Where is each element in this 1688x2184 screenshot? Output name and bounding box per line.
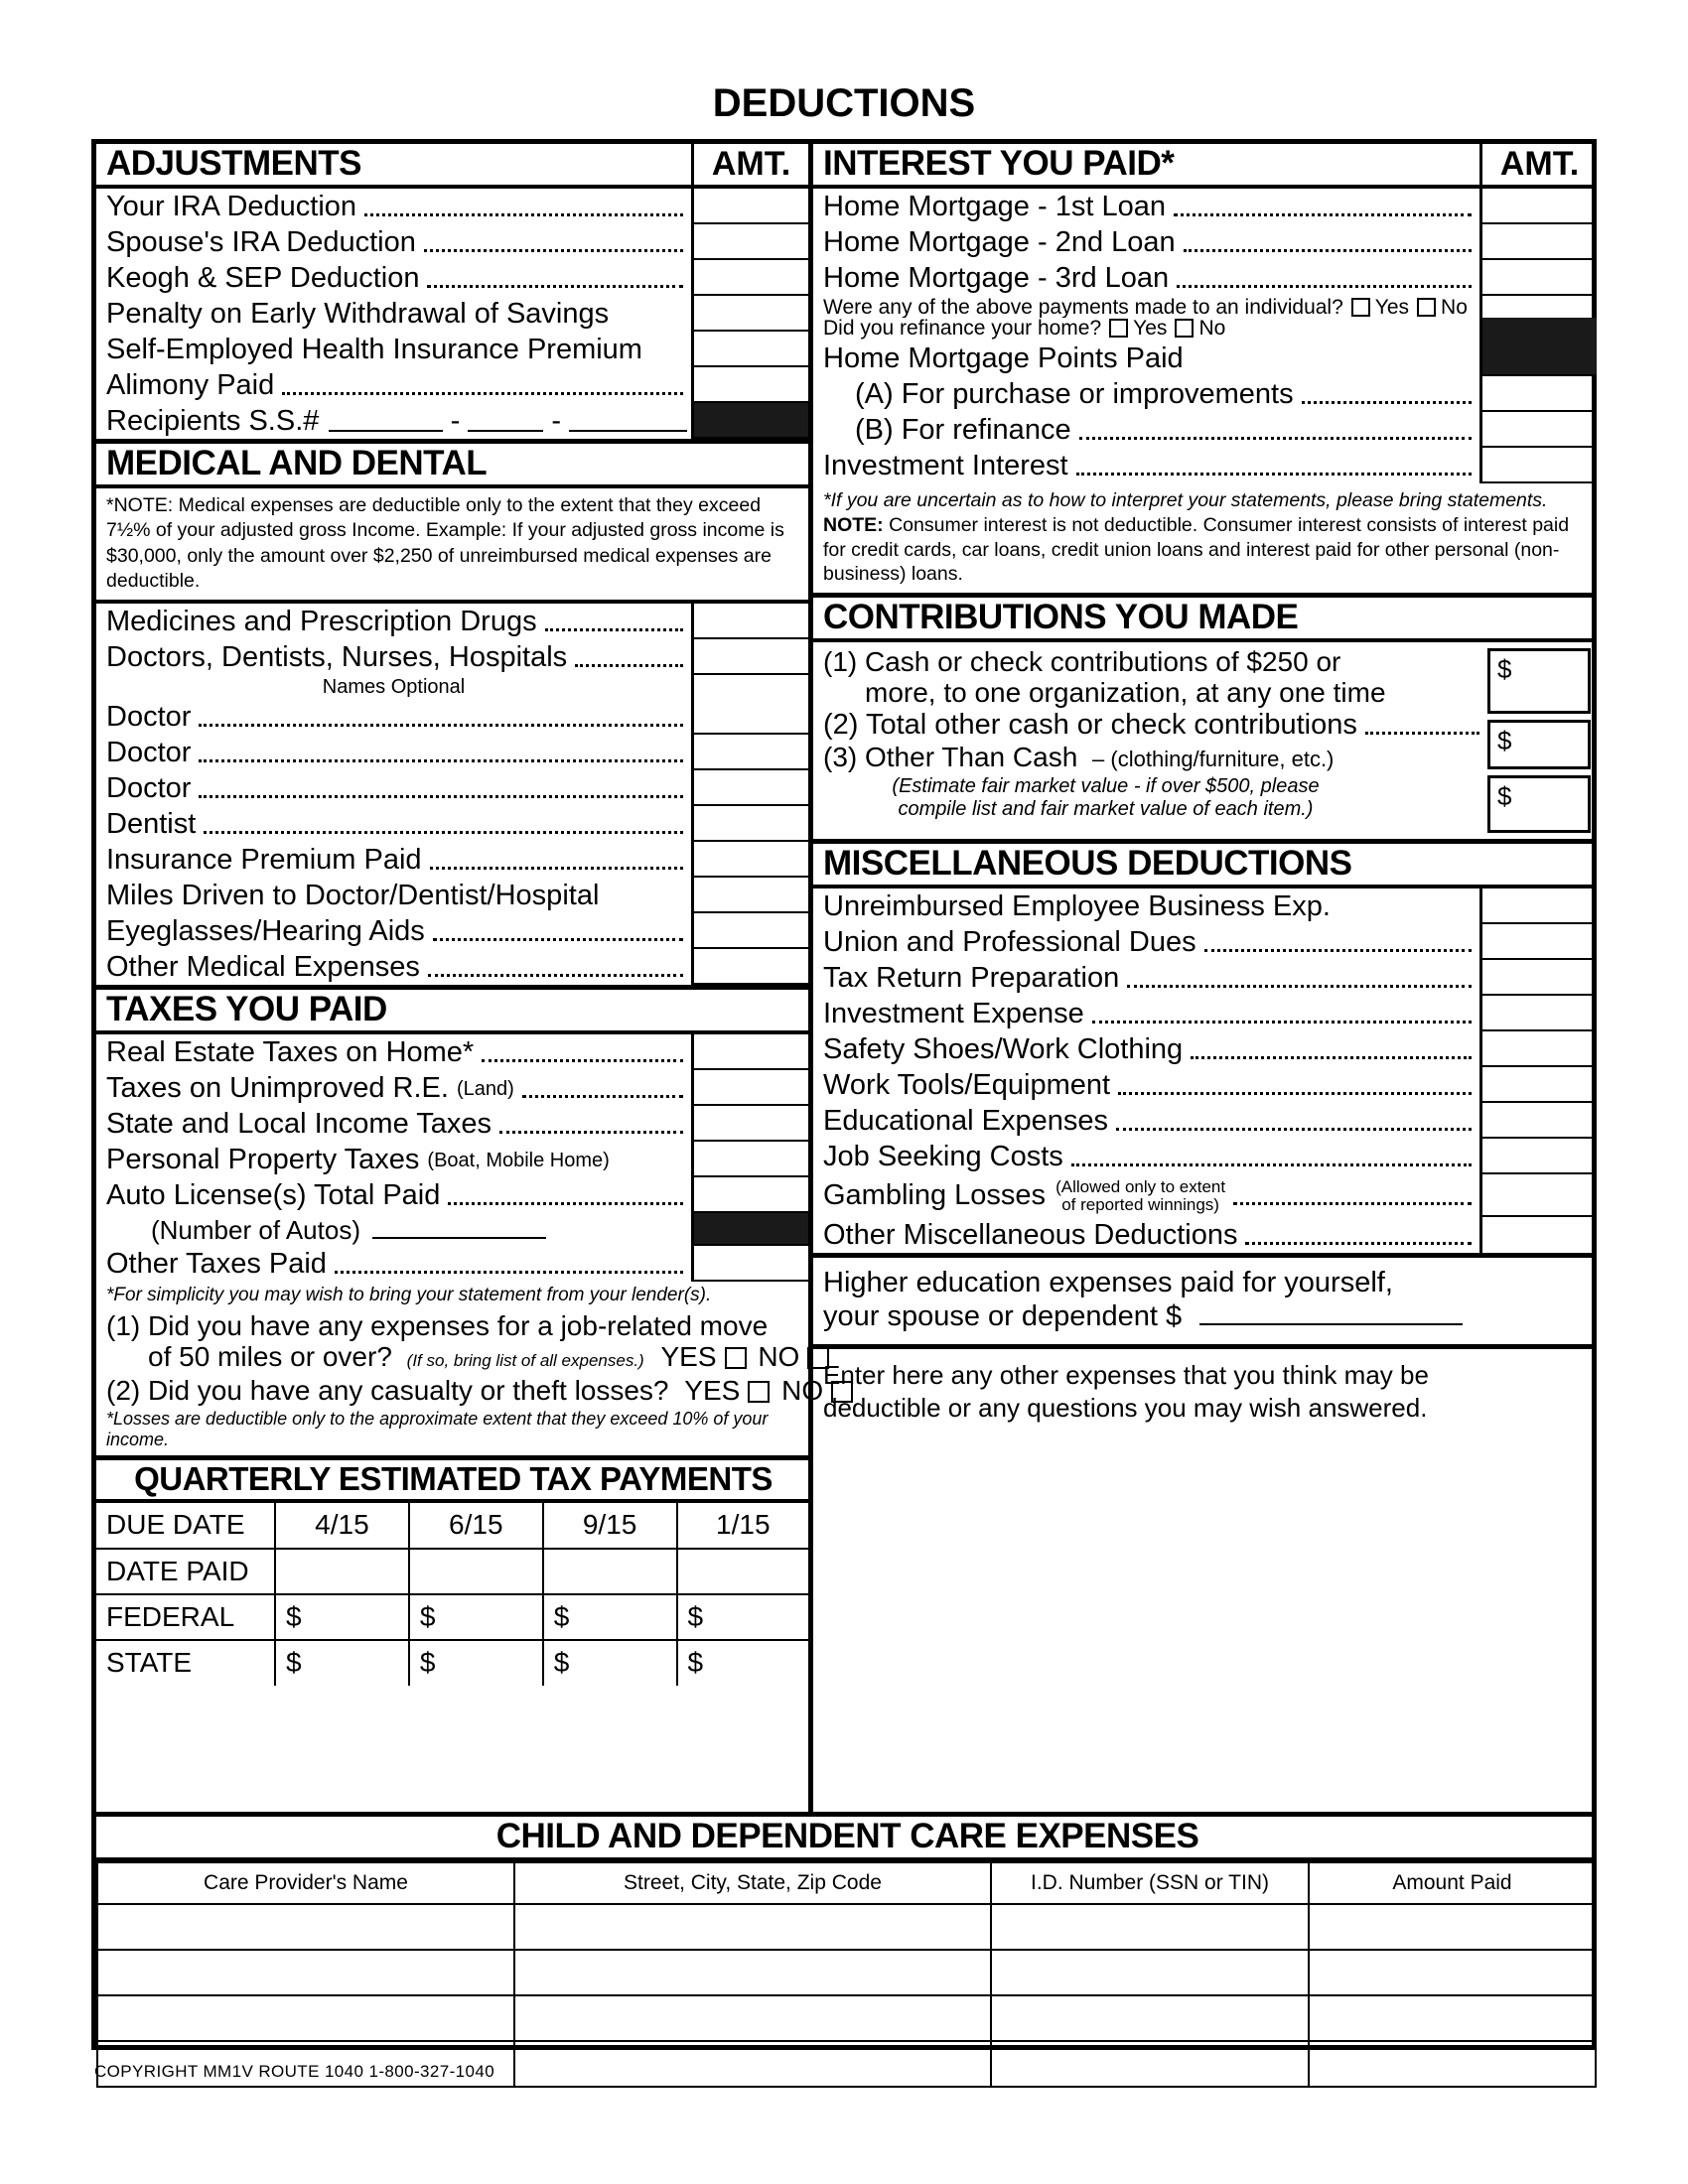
row-label-due-date: DUE DATE	[96, 1503, 275, 1549]
label-gambling-losses: Gambling Losses	[823, 1179, 1047, 1212]
amount-input-keogh-sep[interactable]	[691, 260, 808, 296]
amount-input-investment-expense[interactable]	[1479, 996, 1597, 1031]
interest-footnote-italic: *If you are uncertain as to how to interpret your statements, please bring statements.	[823, 489, 1548, 511]
losses-note: *Losses are deductible only to the approximate extent that they exceed 10% of your income.	[106, 1408, 769, 1449]
label-your-ira-deduction: Your IRA Deduction	[106, 191, 357, 222]
copyright-notice: COPYRIGHT MM1V ROUTE 1040 1-800-327-1040	[94, 2062, 495, 2081]
leader-dots	[448, 1202, 683, 1205]
due-date-q2: 6/15	[409, 1503, 543, 1549]
row-label-date-paid: DATE PAID	[96, 1549, 275, 1594]
federal-q2[interactable]: $	[409, 1594, 543, 1640]
leader-dots	[282, 392, 683, 395]
section-child-dependent-care	[96, 1812, 1597, 2088]
date-paid-q1[interactable]	[275, 1549, 409, 1594]
label-points-refinance: (B) For refinance	[855, 414, 1071, 446]
label-real-estate-taxes: Real Estate Taxes on Home*	[106, 1036, 475, 1069]
yes-label-refinance: Yes	[1133, 318, 1168, 340]
amount-input-union-dues[interactable]	[1479, 924, 1597, 960]
row-doctor-3	[96, 770, 808, 806]
contribution-item-2	[813, 709, 1487, 742]
question-move-line1: (1) Did you have any expenses for a job-related move	[106, 1310, 769, 1342]
cell-amount-paid[interactable]	[1309, 2041, 1596, 2087]
contribution-item-3	[813, 742, 1487, 773]
row-label-state: STATE	[96, 1640, 275, 1686]
row-medicines-prescription	[96, 604, 808, 639]
label-job-seeking-costs: Job Seeking Costs	[823, 1141, 1063, 1172]
row-job-seeking-costs	[813, 1139, 1597, 1174]
cell-amount-paid[interactable]	[1309, 1995, 1596, 2041]
cell-provider-name[interactable]	[97, 1995, 514, 2041]
question-move-line2: of 50 miles or over?	[148, 1341, 392, 1373]
state-q2[interactable]: $	[409, 1640, 543, 1686]
contribution-3-amount-input[interactable]: $	[1487, 775, 1591, 833]
misc-heading: MISCELLANEOUS DEDUCTIONS	[813, 844, 1597, 888]
row-spouse-ira-deduction	[96, 224, 808, 260]
cell-address[interactable]	[514, 1950, 991, 1995]
row-insurance-premium-paid	[96, 842, 808, 878]
leader-dots	[1233, 1202, 1472, 1205]
amount-input-auto-license[interactable]	[691, 1177, 808, 1213]
leader-dots	[424, 249, 683, 252]
row-miles-driven	[96, 878, 808, 913]
contribution-3-note-line2: compile list and fair market value of each item.)	[898, 797, 1314, 820]
section-taxes-you-paid	[96, 990, 824, 1459]
row-tax-return-preparation	[813, 960, 1597, 996]
other-notes-prompt	[813, 1349, 1597, 1424]
table-row	[97, 1995, 1596, 2041]
federal-q4[interactable]: $	[677, 1594, 808, 1640]
amount-blocked-refinance	[1479, 318, 1597, 341]
checkbox-refinance-no[interactable]	[1175, 319, 1194, 338]
row-doctors-dentists-nurses	[96, 639, 808, 675]
leader-dots	[1204, 949, 1472, 952]
adjustments-amount-header: AMT.	[691, 144, 808, 185]
amount-input-doctor-1[interactable]	[691, 699, 808, 735]
leader-dots	[575, 664, 683, 667]
amount-input-unimproved-re[interactable]	[691, 1070, 808, 1106]
row-doctor-1	[96, 699, 808, 735]
due-date-q4: 1/15	[677, 1503, 808, 1549]
amount-input-self-employed-health[interactable]	[691, 332, 808, 367]
row-alimony-paid	[96, 367, 808, 403]
contribution-1-amount-input[interactable]: $	[1487, 648, 1591, 714]
higher-education-amount-field[interactable]	[1199, 1303, 1463, 1325]
row-points-purchase	[813, 376, 1597, 412]
sublabel-unimproved-re: (Land)	[456, 1077, 514, 1100]
row-other-medical	[96, 949, 808, 985]
childcare-header-row	[97, 1862, 1596, 1904]
row-label-federal: FEDERAL	[96, 1594, 275, 1640]
label-miles-driven: Miles Driven to Doctor/Dentist/Hospital	[106, 880, 600, 912]
contribution-3-paren: – (clothing/furniture, etc.)	[1092, 746, 1335, 771]
row-work-tools	[813, 1067, 1597, 1103]
checkbox-casualty-yes[interactable]	[748, 1381, 770, 1403]
row-unreimbursed-employee	[813, 888, 1597, 924]
table-row-federal	[96, 1594, 808, 1640]
row-names-optional	[96, 675, 808, 699]
amount-input-penalty[interactable]	[691, 296, 808, 332]
ssn-field-part3[interactable]	[569, 412, 687, 432]
contribution-2-amount-input[interactable]: $	[1487, 720, 1591, 769]
federal-q1[interactable]: $	[275, 1594, 409, 1640]
checkbox-move-yes[interactable]	[725, 1347, 747, 1369]
state-q4[interactable]: $	[687, 1647, 704, 1679]
cell-provider-name[interactable]	[97, 1950, 514, 1995]
row-penalty-early-withdrawal	[96, 296, 808, 332]
row-keogh-sep-deduction	[96, 260, 808, 296]
amount-input-mortgage-2nd[interactable]	[1479, 224, 1597, 260]
date-paid-q2[interactable]	[409, 1549, 543, 1594]
section-other-notes[interactable]	[813, 1349, 1597, 1424]
row-mortgage-1st-loan	[813, 189, 1597, 224]
amount-spacer	[691, 675, 808, 699]
cell-id-number[interactable]	[991, 1950, 1309, 1995]
contributions-heading: CONTRIBUTIONS YOU MADE	[813, 598, 1597, 642]
label-keogh-sep-deduction: Keogh & SEP Deduction	[106, 262, 420, 294]
leader-dots	[522, 1095, 683, 1098]
right-column	[808, 144, 1597, 1812]
cell-address[interactable]	[514, 1995, 991, 2041]
label-other-medical: Other Medical Expenses	[106, 951, 420, 984]
contribution-3-note	[813, 773, 1487, 827]
leader-dots	[1184, 249, 1472, 252]
label-spouse-ira-deduction: Spouse's IRA Deduction	[106, 226, 416, 258]
amount-input-mortgage-3rd[interactable]	[1479, 260, 1597, 296]
label-dentist: Dentist	[106, 808, 197, 841]
cell-id-number[interactable]	[991, 2041, 1309, 2087]
medical-note: *NOTE: Medical expenses are deductible only to the extent that they exceed 7½% of your adjusted gross Income. Example: If your adjusted gross income is $30,000, only the amount over $2,250 of unreimbursed medical expenses are deductible.	[96, 488, 808, 604]
leader-dots	[364, 213, 683, 216]
number-of-autos-field[interactable]	[372, 1221, 546, 1239]
amount-input-gambling-losses[interactable]	[1479, 1174, 1597, 1217]
label-number-of-autos: (Number of Autos)	[151, 1215, 360, 1246]
section-miscellaneous-deductions	[813, 844, 1597, 1258]
table-row	[97, 1950, 1596, 1995]
col-id-number: I.D. Number (SSN or TIN)	[991, 1862, 1309, 1904]
row-educational-expenses	[813, 1103, 1597, 1139]
amount-input-doctor-2[interactable]	[691, 735, 808, 770]
label-mortgage-3rd-loan: Home Mortgage - 3rd Loan	[823, 262, 1170, 294]
label-points-paid: Home Mortgage Points Paid	[823, 342, 1184, 374]
label-doctor-1: Doctor	[106, 701, 192, 734]
amount-input-unreimbursed-employee[interactable]	[1479, 888, 1597, 924]
row-other-taxes-paid	[96, 1246, 808, 1282]
leader-dots	[335, 1271, 683, 1274]
label-medicines-prescription: Medicines and Prescription Drugs	[106, 606, 537, 638]
medical-heading: MEDICAL AND DENTAL	[96, 444, 808, 488]
section-higher-education	[813, 1258, 1597, 1350]
adjustments-heading: ADJUSTMENTS	[106, 144, 362, 183]
yes-label-move: YES	[660, 1341, 717, 1373]
leader-dots	[1127, 985, 1472, 988]
no-label-individual: No	[1441, 296, 1468, 318]
sublabel-personal-property: (Boat, Mobile Home)	[427, 1149, 610, 1171]
col-care-provider-name: Care Provider's Name	[97, 1862, 514, 1904]
interest-header-row	[813, 144, 1597, 189]
label-tax-return-preparation: Tax Return Preparation	[823, 962, 1120, 994]
leader-dots	[1365, 732, 1479, 735]
row-investment-interest	[813, 448, 1597, 483]
contribution-1-line1: (1) Cash or check contributions of $250 or	[823, 646, 1341, 677]
childcare-table	[96, 1861, 1597, 2088]
label-doctor-3: Doctor	[106, 772, 192, 805]
label-insurance-premium-paid: Insurance Premium Paid	[106, 844, 422, 877]
amount-input-your-ira[interactable]	[691, 189, 808, 224]
amount-input-insurance-premium[interactable]	[691, 842, 808, 878]
gambling-note-line1: (Allowed only to extent	[1055, 1177, 1226, 1196]
question-job-related-move	[96, 1308, 808, 1373]
label-unreimbursed-employee: Unreimbursed Employee Business Exp.	[823, 890, 1331, 922]
checkbox-individual-yes[interactable]	[1351, 298, 1370, 317]
amount-input-points-refinance[interactable]	[1479, 412, 1597, 448]
section-contributions	[813, 598, 1597, 844]
table-row-due-date	[96, 1503, 808, 1549]
question-refinance: Did you refinance your home?	[823, 318, 1102, 340]
date-paid-q3[interactable]	[543, 1549, 677, 1594]
amount-input-miles-driven[interactable]	[691, 878, 808, 913]
state-q1[interactable]: $	[275, 1640, 409, 1686]
leader-dots	[430, 867, 683, 870]
label-other-taxes-paid: Other Taxes Paid	[106, 1248, 327, 1281]
no-label-refinance: No	[1198, 318, 1226, 340]
table-row-state	[96, 1640, 808, 1686]
interest-amount-header: AMT.	[1479, 144, 1597, 185]
higher-education-line2: your spouse or dependent $	[823, 1300, 1183, 1333]
amount-input-doctors-hospitals[interactable]	[691, 639, 808, 675]
label-investment-interest: Investment Interest	[823, 450, 1068, 481]
row-doctor-2	[96, 735, 808, 770]
label-unimproved-re: Taxes on Unimproved R.E.	[106, 1072, 449, 1105]
interest-footnote	[813, 483, 1597, 593]
question-paid-individual: Were any of the above payments made to an individual?	[823, 296, 1343, 318]
section-medical-dental	[96, 444, 808, 990]
leader-dots	[1076, 473, 1472, 476]
row-points-paid	[813, 341, 1597, 376]
leader-dots	[1118, 1092, 1472, 1095]
amount-input-state-local-taxes[interactable]	[691, 1106, 808, 1142]
ssn-field-part2[interactable]	[468, 412, 543, 432]
table-row	[97, 1904, 1596, 1950]
label-alimony-paid: Alimony Paid	[106, 369, 275, 401]
label-doctor-2: Doctor	[106, 737, 192, 769]
label-state-local-income-taxes: State and Local Income Taxes	[106, 1108, 492, 1141]
row-number-of-autos	[96, 1213, 808, 1246]
leader-dots	[199, 795, 683, 798]
label-work-tools: Work Tools/Equipment	[823, 1069, 1111, 1101]
cell-id-number[interactable]	[991, 1995, 1309, 2041]
amount-input-medicines[interactable]	[691, 604, 808, 639]
col-street-city-state-zip: Street, City, State, Zip Code	[514, 1862, 991, 1904]
contribution-3-note-line1: (Estimate fair market value - if over $500, please	[892, 774, 1320, 797]
row-eyeglasses-hearing	[96, 913, 808, 949]
cell-amount-paid[interactable]	[1309, 1950, 1596, 1995]
row-gambling-losses	[813, 1174, 1597, 1217]
leader-dots	[433, 938, 683, 941]
ssn-field-part1[interactable]	[329, 412, 442, 432]
row-real-estate-taxes	[96, 1034, 808, 1070]
label-personal-property-taxes: Personal Property Taxes	[106, 1144, 420, 1176]
amount-input-work-tools[interactable]	[1479, 1067, 1597, 1103]
leader-dots	[1092, 1021, 1472, 1024]
question-move-paren: (If so, bring list of all expenses.)	[406, 1351, 644, 1371]
row-self-employed-health	[96, 332, 808, 367]
label-auto-license: Auto License(s) Total Paid	[106, 1179, 441, 1212]
leader-dots	[1174, 213, 1472, 216]
label-penalty-early-withdrawal: Penalty on Early Withdrawal of Savings	[106, 298, 610, 330]
amount-input-investment-interest[interactable]	[1479, 448, 1597, 483]
leader-dots	[545, 628, 683, 631]
amount-input-alimony[interactable]	[691, 367, 808, 403]
row-question-individual	[813, 296, 1597, 318]
leader-dots	[482, 1059, 683, 1062]
section-interest-you-paid	[813, 144, 1597, 598]
label-mortgage-2nd-loan: Home Mortgage - 2nd Loan	[823, 226, 1176, 258]
quarterly-heading: QUARTERLY ESTIMATED TAX PAYMENTS	[96, 1460, 808, 1503]
row-question-refinance	[813, 318, 1597, 341]
amount-input-safety-shoes[interactable]	[1479, 1031, 1597, 1067]
row-safety-shoes	[813, 1031, 1597, 1067]
amount-input-dentist[interactable]	[691, 806, 808, 842]
amount-input-mortgage-1st[interactable]	[1479, 189, 1597, 224]
row-mortgage-3rd-loan	[813, 260, 1597, 296]
label-eyeglasses-hearing: Eyeglasses/Hearing Aids	[106, 915, 425, 948]
row-dentist	[96, 806, 808, 842]
section-quarterly-estimated	[96, 1460, 808, 1686]
yes-label-casualty: YES	[684, 1374, 741, 1406]
interest-footnote-rest: Consumer interest is not deductible. Consumer interest consists of interest paid for credit cards, car loans, credit union loans and interest paid for other personal (non-business) loans.	[823, 513, 1570, 586]
leader-dots	[1116, 1128, 1472, 1131]
amount-input-personal-property[interactable]	[691, 1142, 808, 1177]
amount-input-tax-return-prep[interactable]	[1479, 960, 1597, 996]
label-names-optional: Names Optional	[322, 676, 466, 699]
leader-dots	[204, 831, 683, 834]
contribution-item-1	[813, 642, 1487, 709]
label-other-misc-deductions: Other Miscellaneous Deductions	[823, 1218, 1238, 1251]
sublabel-gambling-losses	[1055, 1178, 1225, 1214]
leader-dots	[1245, 1242, 1472, 1245]
checkbox-individual-no[interactable]	[1417, 298, 1436, 317]
leader-dots	[428, 974, 683, 977]
amount-input-real-estate-taxes[interactable]	[691, 1034, 808, 1070]
taxes-heading: TAXES YOU PAID	[96, 990, 808, 1034]
contribution-2-label: (2) Total other cash or check contributions	[823, 708, 1357, 741]
label-recipients-ssn: Recipients S.S.#	[106, 405, 320, 437]
interest-footnote-note-label: NOTE:	[823, 513, 884, 536]
row-personal-property-taxes	[96, 1142, 808, 1177]
yes-label-individual: Yes	[1374, 296, 1410, 318]
leader-dots	[1079, 437, 1472, 440]
amount-blocked-points-paid	[1479, 341, 1597, 376]
cell-amount-paid[interactable]	[1309, 1904, 1596, 1950]
checkbox-refinance-yes[interactable]	[1109, 319, 1128, 338]
contribution-3-label: (3) Other Than Cash	[823, 741, 1078, 772]
gambling-note-line2: of reported winnings)	[1061, 1194, 1219, 1214]
adjustments-header-row	[96, 144, 808, 189]
row-union-dues	[813, 924, 1597, 960]
amount-blocked-number-of-autos	[691, 1213, 808, 1246]
due-date-q3: 9/15	[543, 1503, 677, 1549]
other-notes-line2: deductible or any questions you may wish answered.	[823, 1392, 1428, 1423]
amount-input-spouse-ira[interactable]	[691, 224, 808, 260]
label-educational-expenses: Educational Expenses	[823, 1105, 1108, 1137]
section-adjustments	[96, 144, 808, 444]
leader-dots	[427, 285, 683, 288]
row-auto-license	[96, 1177, 808, 1213]
cell-address[interactable]	[514, 2041, 991, 2087]
table-row-date-paid	[96, 1549, 808, 1594]
contribution-1-line2: more, to one organization, at any one time	[865, 677, 1386, 709]
label-mortgage-1st-loan: Home Mortgage - 1st Loan	[823, 191, 1166, 222]
due-date-q1: 4/15	[275, 1503, 409, 1549]
label-doctors-dentists-nurses: Doctors, Dentists, Nurses, Hospitals	[106, 641, 568, 674]
row-recipients-ssn: Recipients S.S.# - -	[96, 403, 808, 439]
leader-dots	[499, 1131, 683, 1134]
lender-note: *For simplicity you may wish to bring your statement from your lender(s).	[106, 1285, 712, 1306]
amount-input-other-taxes[interactable]	[691, 1246, 808, 1282]
amount-input-other-misc[interactable]	[1479, 1217, 1597, 1253]
label-points-purchase: (A) For purchase or improvements	[855, 378, 1294, 410]
leader-dots	[1302, 401, 1472, 404]
leader-dots	[199, 724, 683, 727]
date-paid-q4[interactable]	[677, 1549, 808, 1594]
question-casualty-theft	[96, 1373, 824, 1407]
page-title: DEDUCTIONS	[712, 81, 976, 125]
label-safety-shoes: Safety Shoes/Work Clothing	[823, 1033, 1184, 1065]
other-notes-line1: Enter here any other expenses that you think may be	[823, 1360, 1429, 1391]
row-investment-expense	[813, 996, 1597, 1031]
amount-spacer-individual	[1479, 296, 1597, 318]
cell-provider-name[interactable]	[97, 1904, 514, 1950]
amount-input-other-medical[interactable]	[691, 949, 808, 985]
amount-input-educational-expenses[interactable]	[1479, 1103, 1597, 1139]
no-label-casualty: NO	[781, 1374, 824, 1406]
amount-input-points-purchase[interactable]	[1479, 376, 1597, 412]
row-other-misc-deductions	[813, 1217, 1597, 1253]
no-label-move: NO	[758, 1341, 800, 1373]
row-your-ira-deduction	[96, 189, 808, 224]
childcare-heading: CHILD AND DEPENDENT CARE EXPENSES	[96, 1812, 1597, 1861]
leader-dots	[199, 759, 683, 762]
row-mortgage-2nd-loan	[813, 224, 1597, 260]
row-state-local-income-taxes	[96, 1106, 808, 1142]
quarterly-table	[96, 1503, 808, 1686]
label-self-employed-health: Self-Employed Health Insurance Premium	[106, 334, 642, 365]
leader-dots	[1177, 285, 1472, 288]
row-points-refinance	[813, 412, 1597, 448]
label-investment-expense: Investment Expense	[823, 998, 1084, 1029]
leader-dots	[1071, 1163, 1472, 1166]
cell-id-number[interactable]	[991, 1904, 1309, 1950]
interest-heading: INTEREST YOU PAID*	[823, 144, 1175, 183]
amount-blocked-recipients	[691, 403, 808, 439]
left-column	[96, 144, 824, 1812]
question-casualty-text: (2) Did you have any casualty or theft losses?	[106, 1374, 669, 1406]
state-q3[interactable]: $	[543, 1640, 677, 1686]
amount-input-job-seeking[interactable]	[1479, 1139, 1597, 1174]
higher-education-block	[813, 1258, 1597, 1345]
label-union-dues: Union and Professional Dues	[823, 926, 1196, 958]
form-frame	[91, 139, 1597, 2050]
col-amount-paid: Amount Paid	[1309, 1862, 1596, 1904]
amount-input-eyeglasses[interactable]	[691, 913, 808, 949]
amount-input-doctor-3[interactable]	[691, 770, 808, 806]
leader-dots	[1191, 1056, 1472, 1059]
higher-education-line1: Higher education expenses paid for yourself,	[823, 1266, 1393, 1298]
federal-q3[interactable]: $	[543, 1594, 677, 1640]
cell-address[interactable]	[514, 1904, 991, 1950]
row-unimproved-re	[96, 1070, 808, 1106]
